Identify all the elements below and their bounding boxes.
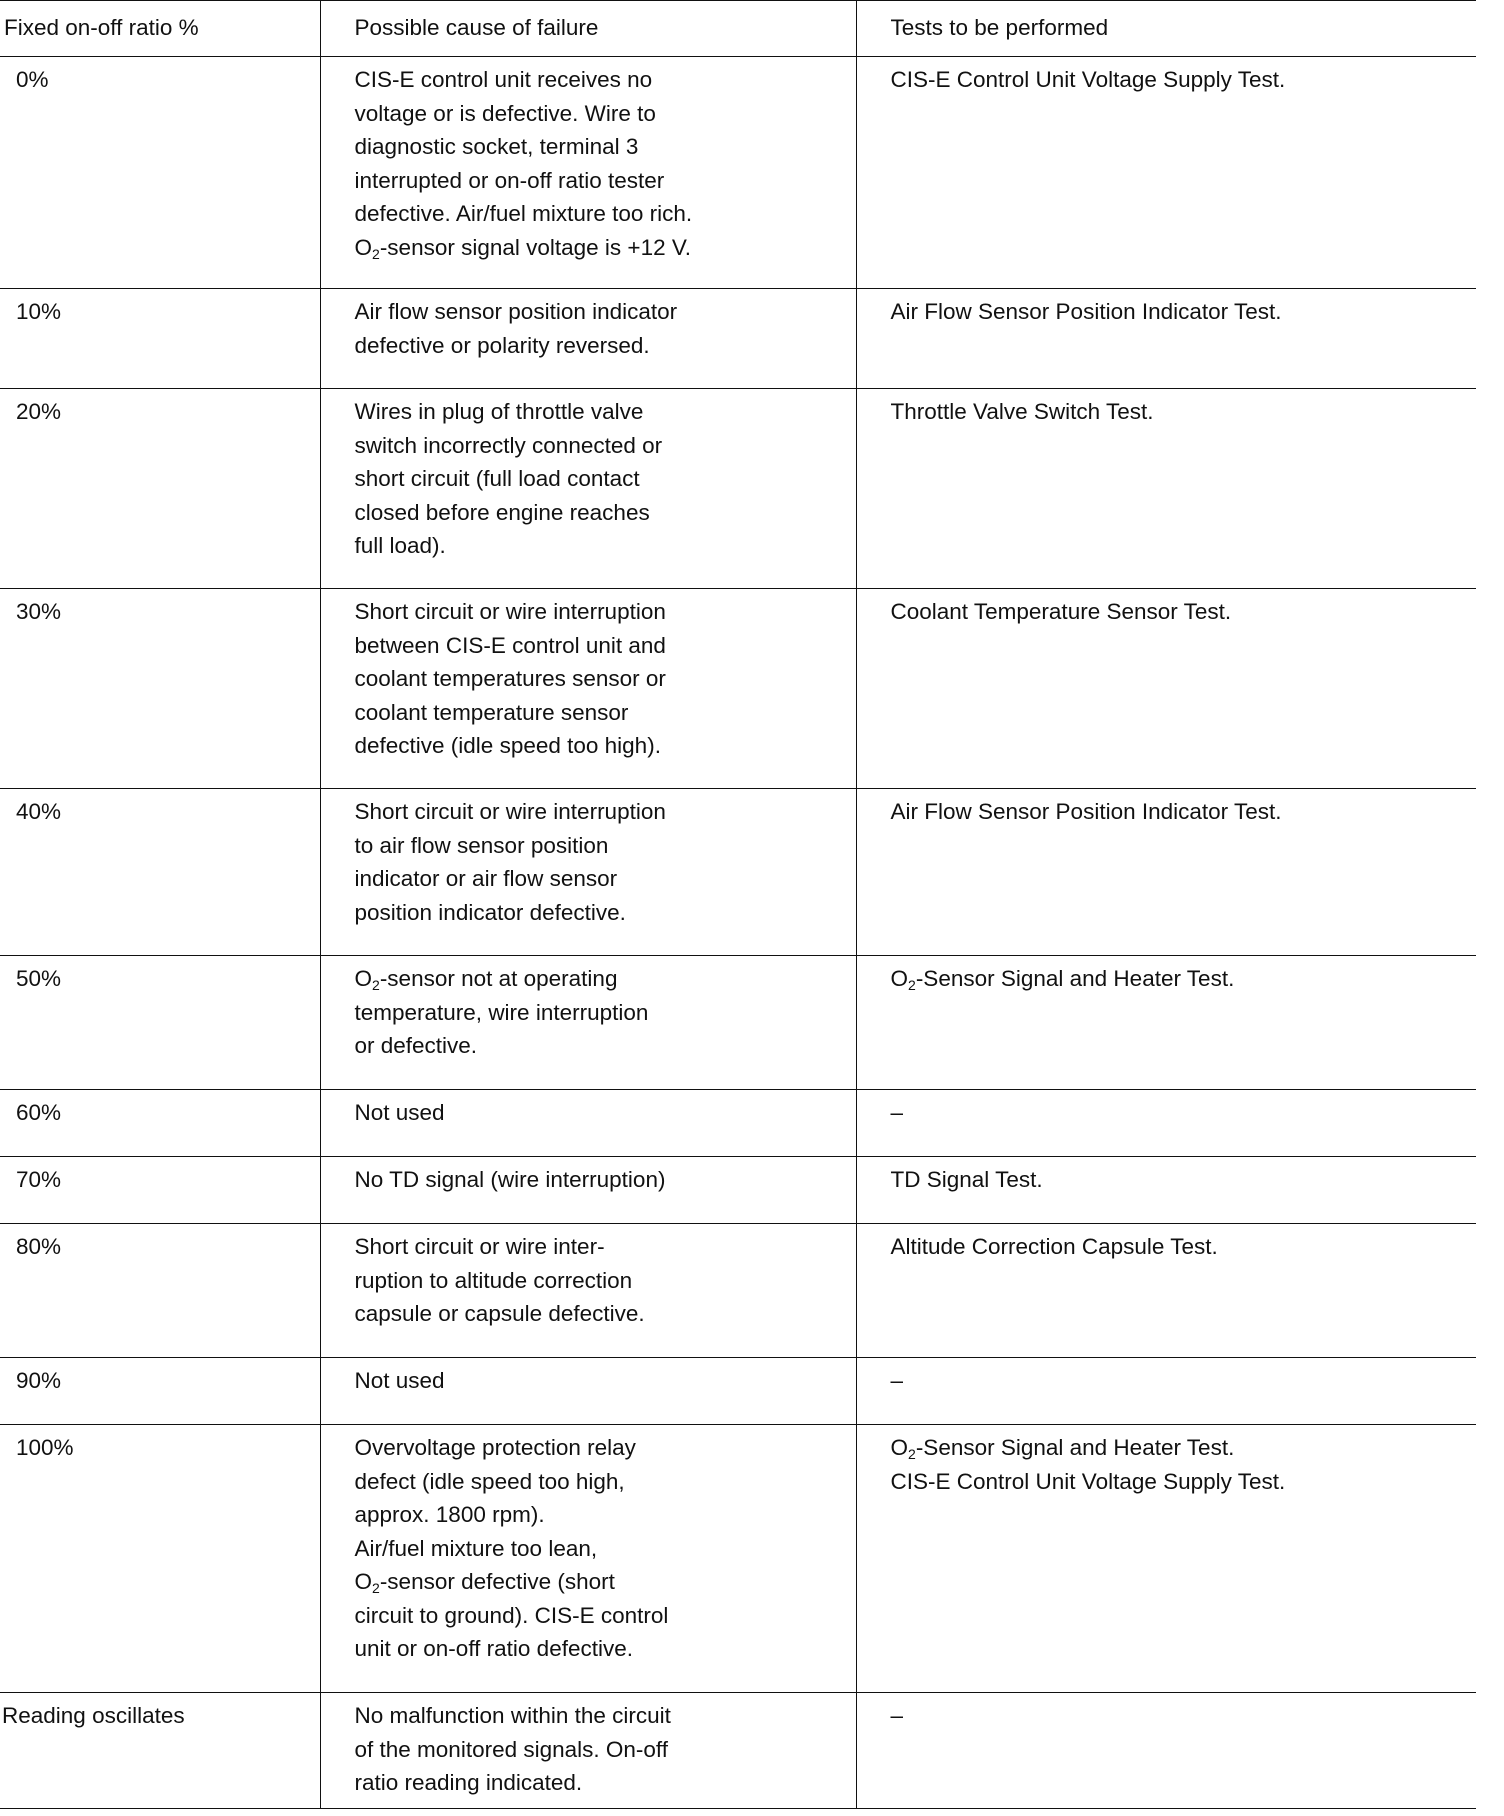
- text-line: defective. Air/fuel mixture too rich.: [354, 201, 693, 226]
- text-line: Not used: [354, 1100, 445, 1125]
- cause-cell: [320, 1224, 856, 1358]
- text-line: diagnostic socket, terminal 3: [354, 134, 639, 159]
- cause-cell: [320, 1157, 856, 1224]
- table-row: [0, 956, 1476, 1090]
- text-line: No TD signal (wire interruption): [354, 1167, 666, 1192]
- ratio-value: 0%: [16, 67, 49, 92]
- cause-cell: [320, 956, 856, 1090]
- text-line: Not used: [354, 1368, 445, 1393]
- ratio-cell: [0, 789, 320, 956]
- cause-cell: [320, 1693, 856, 1809]
- tests-cell: [856, 389, 1476, 589]
- header-cause: Possible cause of failure: [354, 15, 599, 40]
- text-line: $O_2$-Sensor Signal and Heater Test.: [890, 1435, 1235, 1462]
- text-line: Throttle Valve Switch Test.: [890, 399, 1154, 424]
- ratio-value: 10%: [16, 299, 62, 324]
- text-line: coolant temperatures sensor or: [354, 666, 666, 691]
- text-line: Short circuit or wire interruption: [354, 799, 666, 824]
- tests-cell: [856, 789, 1476, 956]
- text-line: between CIS-E control unit and: [354, 632, 666, 658]
- tests-cell: [856, 589, 1476, 789]
- tests-cell: [856, 1090, 1476, 1157]
- header-row: [0, 1, 1476, 57]
- tests-cell: [856, 1157, 1476, 1224]
- text-line: circuit to ground). CIS-E control: [354, 1602, 669, 1628]
- ratio-value: 20%: [16, 399, 62, 424]
- ratio-cell: [0, 589, 320, 789]
- ratio-cell: [0, 1224, 320, 1358]
- text-line: defect (idle speed too high,: [354, 1468, 625, 1494]
- text-line: Short circuit or wire interruption: [354, 599, 666, 624]
- text-line: Altitude Correction Capsule Test.: [890, 1234, 1218, 1259]
- tests-cell: [856, 956, 1476, 1090]
- column-header: [320, 1, 856, 57]
- text-line: capsule or capsule defective.: [354, 1301, 645, 1326]
- text-line: ruption to altitude correction: [354, 1267, 633, 1293]
- ratio-value: 60%: [16, 1100, 62, 1125]
- text-line: TD Signal Test.: [890, 1167, 1043, 1192]
- text-line: to air flow sensor position: [354, 832, 609, 858]
- cause-cell: [320, 1358, 856, 1425]
- ratio-cell: [0, 1693, 320, 1809]
- text-line: Air Flow Sensor Position Indicator Test.: [890, 799, 1282, 824]
- ratio-value: 40%: [16, 799, 62, 824]
- tests-cell: [856, 1224, 1476, 1358]
- column-header: [0, 1, 320, 57]
- text-line: Overvoltage protection relay: [354, 1435, 636, 1460]
- table-row: [0, 1090, 1476, 1157]
- text-line: Short circuit or wire inter-: [354, 1234, 605, 1259]
- table-row: [0, 1693, 1476, 1809]
- text-line: $O_2$-sensor signal voltage is +12 V.: [354, 234, 692, 262]
- ratio-cell: [0, 389, 320, 589]
- table-row: [0, 1358, 1476, 1425]
- cause-cell: [320, 789, 856, 956]
- text-line: voltage or is defective. Wire to: [354, 100, 656, 126]
- ratio-cell: [0, 956, 320, 1090]
- text-line: short circuit (full load contact: [354, 466, 640, 491]
- text-line: indicator or air flow sensor: [354, 866, 618, 891]
- text-line: Wires in plug of throttle valve: [354, 399, 644, 424]
- ratio-value: 70%: [16, 1167, 62, 1192]
- text-line: $O_2$-Sensor Signal and Heater Test.: [890, 966, 1235, 993]
- text-line: full load).: [354, 533, 446, 558]
- ratio-value: 80%: [16, 1234, 62, 1259]
- tests-cell: [856, 1358, 1476, 1425]
- table-row: [0, 1157, 1476, 1224]
- text-line: CIS-E Control Unit Voltage Supply Test.: [890, 1468, 1286, 1494]
- tests-cell: [856, 1693, 1476, 1809]
- table-row: [0, 389, 1476, 589]
- column-header: [856, 1, 1476, 57]
- text-line: or defective.: [354, 1033, 478, 1058]
- ratio-cell: [0, 57, 320, 289]
- text-line: Coolant Temperature Sensor Test.: [890, 599, 1232, 624]
- ratio-cell: [0, 289, 320, 389]
- text-line: closed before engine reaches: [354, 499, 650, 525]
- cause-cell: [320, 589, 856, 789]
- table-row: [0, 57, 1476, 289]
- table-row: [0, 589, 1476, 789]
- text-line: Air flow sensor position indicator: [354, 299, 678, 324]
- tests-cell: [856, 289, 1476, 389]
- cause-cell: [320, 1425, 856, 1693]
- ratio-cell: [0, 1358, 320, 1425]
- cause-cell: [320, 389, 856, 589]
- text-line: temperature, wire interruption: [354, 999, 649, 1025]
- text-line: No malfunction within the circuit: [354, 1703, 671, 1728]
- ratio-cell: [0, 1425, 320, 1693]
- text-line: coolant temperature sensor: [354, 699, 629, 725]
- cause-cell: [320, 289, 856, 389]
- text-line: Air/fuel mixture too lean,: [354, 1535, 598, 1561]
- text-line: –: [890, 1100, 904, 1125]
- table-row: [0, 1425, 1476, 1693]
- table-row: [0, 789, 1476, 956]
- ratio-value: 30%: [16, 599, 62, 624]
- ratio-value: 50%: [16, 966, 62, 991]
- text-line: of the monitored signals. On-off: [354, 1736, 669, 1762]
- text-line: unit or on-off ratio defective.: [354, 1636, 633, 1661]
- ratio-cell: [0, 1157, 320, 1224]
- text-line: approx. 1800 rpm).: [354, 1502, 545, 1527]
- text-line: $O_2$-sensor not at operating: [354, 966, 618, 993]
- cause-cell: [320, 1090, 856, 1157]
- text-line: –: [890, 1368, 904, 1393]
- text-line: $O_2$-sensor defective (short: [354, 1569, 615, 1596]
- text-line: interrupted or on-off ratio tester: [354, 167, 665, 193]
- table-row: [0, 289, 1476, 389]
- text-line: CIS-E control unit receives no: [354, 67, 653, 92]
- ratio-value: 100%: [16, 1435, 74, 1460]
- text-line: defective (idle speed too high).: [354, 733, 661, 758]
- text-line: switch incorrectly connected or: [354, 432, 663, 458]
- tests-cell: [856, 57, 1476, 289]
- text-line: position indicator defective.: [354, 899, 626, 925]
- ratio-cell: [0, 1090, 320, 1157]
- text-line: defective or polarity reversed.: [354, 332, 650, 358]
- tests-cell: [856, 1425, 1476, 1693]
- cause-cell: [320, 57, 856, 289]
- table-row: [0, 1224, 1476, 1358]
- header-tests: Tests to be performed: [890, 15, 1109, 40]
- text-line: ratio reading indicated.: [354, 1770, 583, 1795]
- text-line: Air Flow Sensor Position Indicator Test.: [890, 299, 1282, 324]
- header-ratio: Fixed on-off ratio %: [4, 15, 199, 40]
- text-line: CIS-E Control Unit Voltage Supply Test.: [890, 67, 1286, 92]
- text-line: –: [890, 1703, 904, 1728]
- ratio-value: Reading oscillates: [2, 1703, 185, 1728]
- ratio-value: 90%: [16, 1368, 62, 1393]
